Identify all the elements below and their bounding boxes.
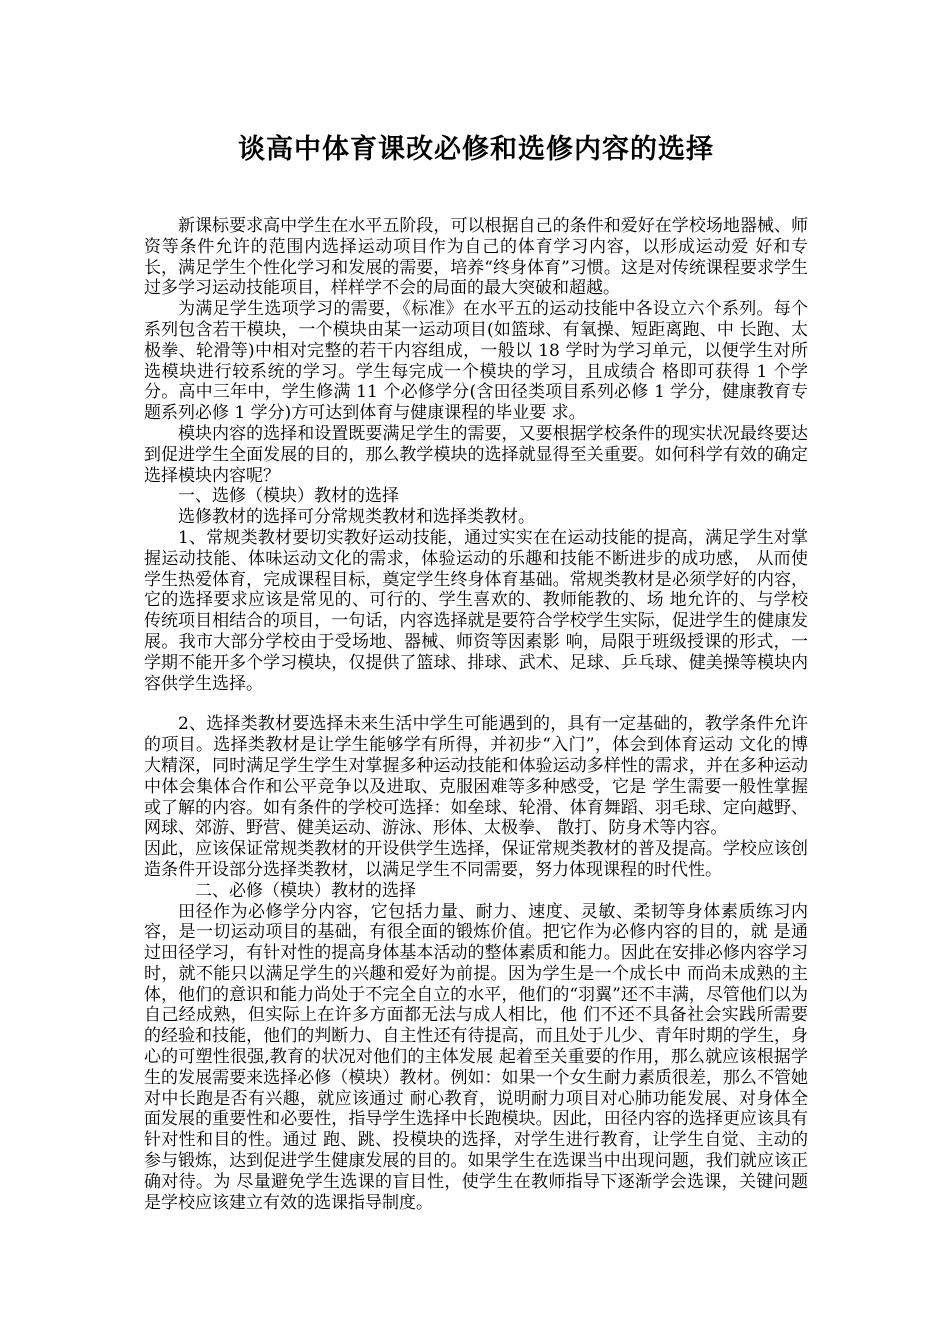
paragraph-module-question: 模块内容的选择和设置既要满足学生的需要，又要根据学校条件的现实状况最终要达到促进学生全面发展的目的，那么教学模块的选择就显得至关重要。如何科学有效的确定选择模块内容呢？	[144, 423, 808, 486]
section-heading-required: 二、必修（模块）教材的选择	[195, 880, 416, 901]
paragraph-conclusion: 因此，应该保证常规类教材的开设供学生选择，保证常规类教材的普及提高。学校应该创造条件开设部分选择类教材，以满足学生不同需要，努力体现课程的时代性。	[144, 839, 808, 880]
paragraph-intro: 新课标要求高中学生在水平五阶段，可以根据自己的条件和爱好在学校场地器械、师资等条件允许的范围内选择运动项目作为自己的体育学习内容，以形成运动爱 好和专长，满足学生个性化学习和发展的需要，培养“终身体育”习惯。这是对传统课程要求学生过多学习运动技能项目，样样学不会的局面的最大突破和超越。	[144, 216, 808, 299]
section-heading-elective: 一、选修（模块）教材的选择	[178, 486, 399, 507]
paragraph-track-field: 田径作为必修学分内容，它包括力量、耐力、速度、灵敏、柔韧等身体素质练习内容，是一切运动项目的基础，有很全面的锻炼价值。把它作为必修内容的目的，就 是通过田径学习，有针对性的提高身体基本活动的整体素质和能力。因此在安排必修内容学习时，就不能只以满足学生的兴趣和爱好为前提。因为学生是一个成长中 而尚未成熟的主体，他们的意识和能力尚处于不完全自立的水平，他们的“羽翼”还不丰满，尽管他们以为自己经成熟，但实际上在许多方面都无法与成人相比，他 们不还不具备社会实践所需要的经验和技能，他们的判断力、自主性还有待提高，而且处于儿少、青年时期的学生，身心的可塑性很强,教育的状况对他们的主体发展 起着至关重要的作用，那么就应该根据学生的发展需要来选择必修（模块）教材。例如：如果一个女生耐力素质很差，那么不管她对中长跑是否有兴趣，就应该通过 耐心教育，说明耐力项目对心肺功能发展、对身体全面发展的重要性和必要性，指导学生选择中长跑模块。因此，田径内容的选择更应该具有针对性和目的性。通过 跑、跳、投模块的选择，对学生进行教育，让学生自觉、主动的参与锻炼，达到促进学生健康发展的目的。如果学生在选课当中出现问题，我们就应该正确对待。为 尽量避免学生选课的盲目性，使学生在教师指导下逐渐学会选课，关键问题是学校应该建立有效的选课指导制度。	[144, 901, 808, 1213]
paragraph-standard: 为满足学生选项学习的需要，《标准》在水平五的运动技能中各设立六个系列。每个系列包含若干模块，一个模块由某一运动项目(如篮球、有氧操、短距离跑、中 长跑、太极拳、轮滑等)中相对完整的若干内容组成，一般以 18 学时为学习单元，以便学生对所选模块进行较系统的学习。学生每完成一个模块的学习，且成绩合 格即可获得 1 个学分。高中三年中，学生修满 11 个必修学分(含田径类项目系列必修 1 学分，健康教育专题系列必修 1 学分)方可达到体育与健康课程的毕业要 求。	[144, 299, 808, 424]
paragraph-optional-materials: 2、选择类教材要选择未来生活中学生可能遇到的，具有一定基础的，教学条件允许的项目。选择类教材是让学生能够学有所得，并初步“入门”，体会到体育运动 文化的博大精深，同时满足学生学生对掌握多种运动技能和体验运动多样性的需求，并在多种运动中体会集体合作和公平竞争以及进取、克服困难等多种感受，它是 学生需要一般性掌握或了解的内容。如有条件的学校可选择：如垒球、轮滑、体育舞蹈、羽毛球、定向越野、网球、郊游、野营、健美运动、游泳、形体、太极拳、 散打、防身术等内容。	[144, 714, 808, 839]
paragraph-elective-types: 选修教材的选择可分常规类教材和选择类教材。	[178, 507, 535, 528]
document-title: 谈高中体育课改必修和选修内容的选择	[238, 134, 714, 165]
paragraph-regular-materials: 1、常规类教材要切实教好运动技能，通过实实在在运动技能的提高，满足学生对掌握运动技能、体味运动文化的需求，体验运动的乐趣和技能不断进步的成功感， 从而使学生热爱体育，完成课程目标，奠定学生终身体育基础。常规类教材是必须学好的内容，它的选择要求应该是常见的、可行的、学生喜欢的、教师能教的、场 地允许的、与学校传统项目相结合的项目，一句话，内容选择就是要符合学校学生实际，促进学生的健康发展。我市大部分学校由于受场地、器械、师资等因素影 响，局限于班级授课的形式，一学期不能开多个学习模块，仅提供了篮球、排球、武术、足球、乒乓球、健美操等模块内容供学生选择。	[144, 527, 808, 694]
document-page	[144, 130, 808, 1213]
paragraph-spacer	[144, 694, 808, 714]
